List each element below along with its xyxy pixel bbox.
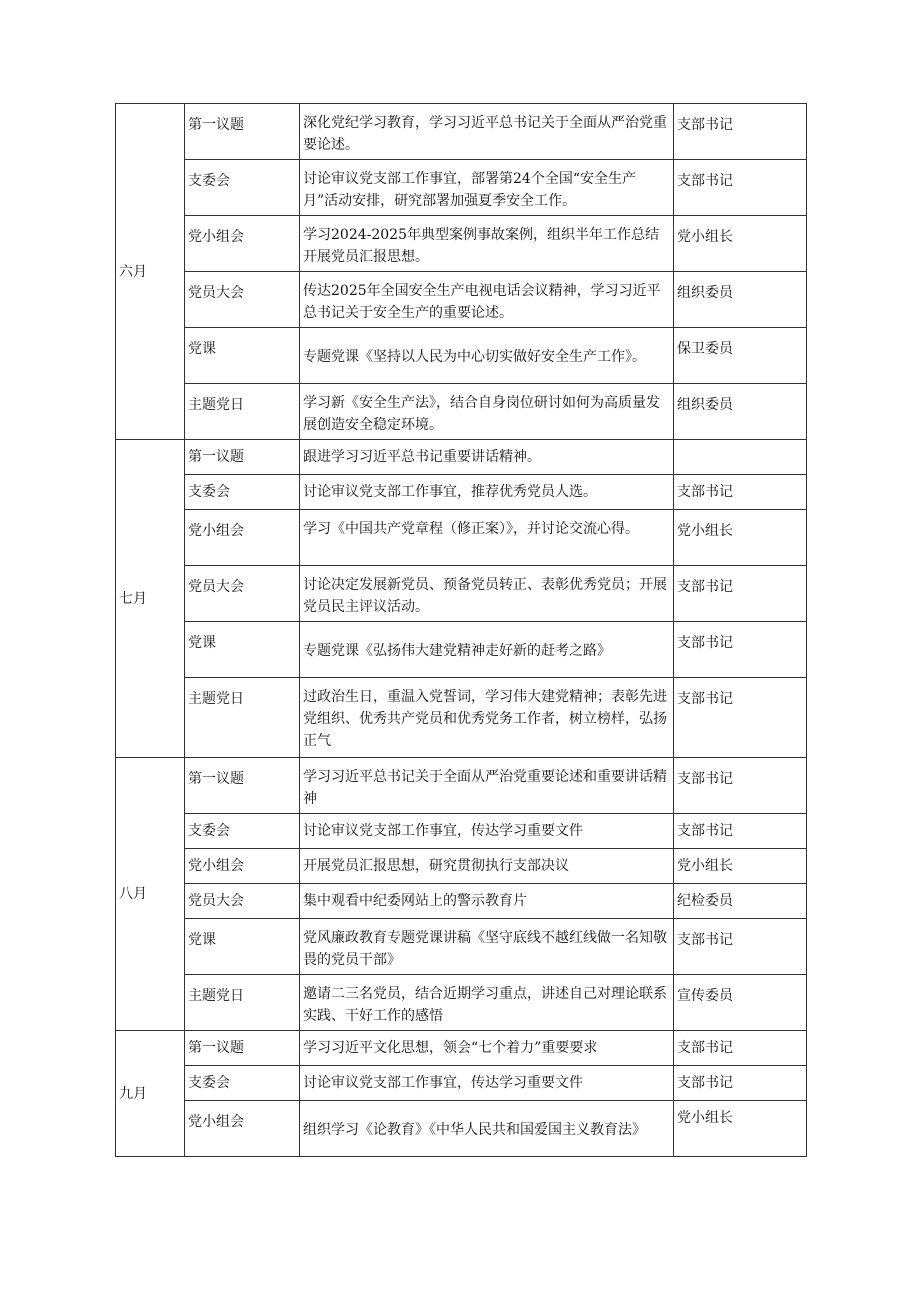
meeting-owner: 支部书记 — [674, 475, 807, 510]
table-row — [116, 758, 807, 814]
meeting-owner: 支部书记 — [674, 622, 807, 678]
month-cell: 七月 — [116, 440, 185, 758]
table-row — [116, 1101, 807, 1157]
meeting-owner: 纪检委员 — [674, 884, 807, 919]
meeting-content: 学习《中国共产党章程（修正案）》，并讨论交流心得。 — [300, 510, 674, 566]
meeting-owner: 支部书记 — [674, 758, 807, 814]
meeting-owner: 支部书记 — [674, 919, 807, 975]
meeting-content: 党风廉政教育专题党课讲稿《坚守底线不越红线做一名知敬畏的党员干部》 — [300, 919, 674, 975]
table-row — [116, 1031, 807, 1066]
meeting-owner: 党小组长 — [674, 849, 807, 884]
meeting-content: 传达2025年全国安全生产电视电话会议精神，学习习近平总书记关于安全生产的重要论述。 — [300, 272, 674, 328]
meeting-type: 第一议题 — [185, 104, 300, 160]
table-row — [116, 678, 807, 758]
table-row — [116, 814, 807, 849]
meeting-type: 党员大会 — [185, 884, 300, 919]
meeting-owner: 支部书记 — [674, 104, 807, 160]
table-row — [116, 849, 807, 884]
meeting-type: 党小组会 — [185, 849, 300, 884]
meeting-content: 讨论决定发展新党员、预备党员转正、表彰优秀党员；开展党员民主评议活动。 — [300, 566, 674, 622]
meeting-owner: 组织委员 — [674, 272, 807, 328]
table-row — [116, 440, 807, 475]
table-row — [116, 272, 807, 328]
meeting-owner — [674, 440, 807, 475]
plan-table — [115, 103, 807, 1157]
meeting-content: 讨论审议党支部工作事宜，传达学习重要文件 — [300, 1066, 674, 1101]
meeting-type: 第一议题 — [185, 1031, 300, 1066]
meeting-owner: 支部书记 — [674, 814, 807, 849]
meeting-content: 学习习近平文化思想，领会“七个着力”重要要求 — [300, 1031, 674, 1066]
meeting-content: 开展党员汇报思想，研究贯彻执行支部决议 — [300, 849, 674, 884]
table-row — [116, 1066, 807, 1101]
table-row — [116, 622, 807, 678]
table-row — [116, 919, 807, 975]
month-cell: 六月 — [116, 104, 185, 440]
meeting-type: 党小组会 — [185, 510, 300, 566]
meeting-type: 党小组会 — [185, 216, 300, 272]
meeting-type: 党小组会 — [185, 1101, 300, 1157]
meeting-content: 讨论审议党支部工作事宜，传达学习重要文件 — [300, 814, 674, 849]
meeting-type: 党课 — [185, 919, 300, 975]
meeting-content: 过政治生日，重温入党誓词，学习伟大建党精神；表彰先进党组织、优秀共产党员和优秀党务工作者，树立榜样，弘扬正气 — [300, 678, 674, 758]
table-row — [116, 328, 807, 384]
table-row — [116, 475, 807, 510]
meeting-owner: 宣传委员 — [674, 975, 807, 1031]
meeting-owner: 组织委员 — [674, 384, 807, 440]
meeting-owner: 支部书记 — [674, 678, 807, 758]
table-row — [116, 884, 807, 919]
meeting-content: 讨论审议党支部工作事宜，部署第24个全国“安全生产月”活动安排，研究部署加强夏季安全工作。 — [300, 160, 674, 216]
meeting-type: 主题党日 — [185, 678, 300, 758]
meeting-type: 党员大会 — [185, 272, 300, 328]
meeting-content: 学习2024-2025年典型案例事故案例，组织半年工作总结开展党员汇报思想。 — [300, 216, 674, 272]
meeting-type: 党课 — [185, 622, 300, 678]
month-cell: 八月 — [116, 758, 185, 1031]
table-row — [116, 975, 807, 1031]
table-row — [116, 384, 807, 440]
meeting-owner: 保卫委员 — [674, 328, 807, 384]
meeting-owner: 支部书记 — [674, 160, 807, 216]
meeting-owner: 党小组长 — [674, 216, 807, 272]
table-row — [116, 160, 807, 216]
table-row — [116, 216, 807, 272]
meeting-owner: 党小组长 — [674, 510, 807, 566]
meeting-owner: 支部书记 — [674, 566, 807, 622]
meeting-type: 主题党日 — [185, 384, 300, 440]
meeting-type: 第一议题 — [185, 758, 300, 814]
meeting-content: 组织学习《论教育》《中华人民共和国爱国主义教育法》 — [300, 1101, 674, 1157]
meeting-type: 支委会 — [185, 475, 300, 510]
meeting-content: 邀请二三名党员，结合近期学习重点，讲述自己对理论联系实践、干好工作的感悟 — [300, 975, 674, 1031]
meeting-type: 支委会 — [185, 814, 300, 849]
meeting-content: 深化党纪学习教育，学习习近平总书记关于全面从严治党重要论述。 — [300, 104, 674, 160]
month-cell: 九月 — [116, 1031, 185, 1157]
meeting-owner: 党小组长 — [674, 1101, 807, 1157]
meeting-type: 支委会 — [185, 1066, 300, 1101]
meeting-type: 支委会 — [185, 160, 300, 216]
meeting-content: 学习习近平总书记关于全面从严治党重要论述和重要讲话精神 — [300, 758, 674, 814]
table-row — [116, 566, 807, 622]
meeting-type: 主题党日 — [185, 975, 300, 1031]
meeting-owner: 支部书记 — [674, 1066, 807, 1101]
meeting-content: 专题党课《弘扬伟大建党精神走好新的赶考之路》 — [300, 622, 674, 678]
meeting-owner: 支部书记 — [674, 1031, 807, 1066]
meeting-content: 讨论审议党支部工作事宜，推荐优秀党员人选。 — [300, 475, 674, 510]
meeting-content: 专题党课《坚持以人民为中心切实做好安全生产工作》。 — [300, 328, 674, 384]
meeting-content: 跟进学习习近平总书记重要讲话精神。 — [300, 440, 674, 475]
meeting-content: 集中观看中纪委网站上的警示教育片 — [300, 884, 674, 919]
meeting-content: 学习新《安全生产法》，结合自身岗位研讨如何为高质量发展创造安全稳定环境。 — [300, 384, 674, 440]
meeting-type: 党员大会 — [185, 566, 300, 622]
meeting-type: 党课 — [185, 328, 300, 384]
meeting-type: 第一议题 — [185, 440, 300, 475]
table-row — [116, 104, 807, 160]
table-row — [116, 510, 807, 566]
